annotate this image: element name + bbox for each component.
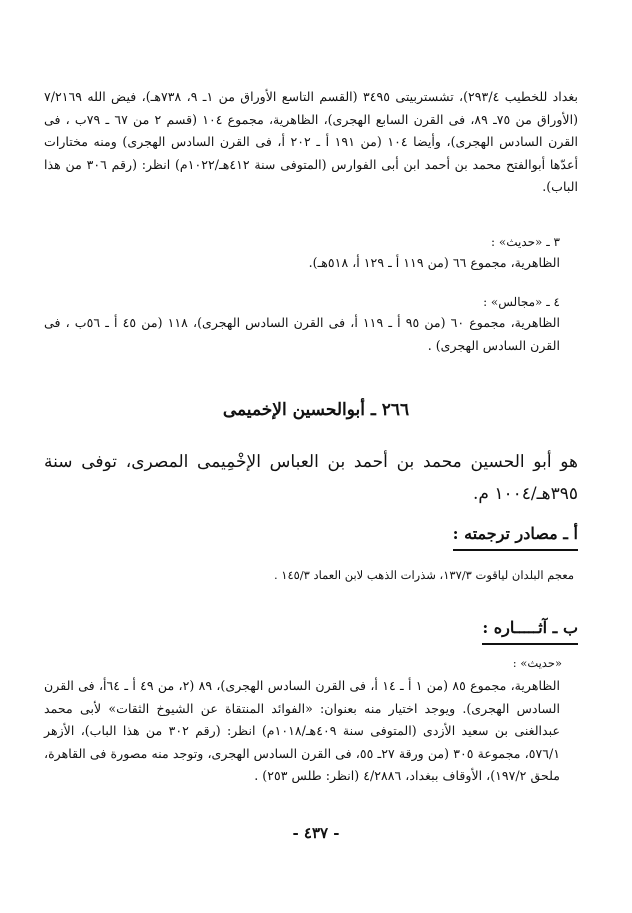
item-4-heading: ٤ ـ «مجالس» : bbox=[483, 295, 560, 309]
top-paragraph: بغداد للخطيب ٢٩٣/٤)، تشستربيتى ٣٤٩٥ (القسم التاسع الأوراق من ١ـ ٩، ٧٣٨هـ)، فيض الله ٧/٢١٦٩ (الأوراق من ٧٥ـ ٨٩، فى القرن السابع الهجرى)، الظاهرية، مجموع ١٠٤ (قسم ٢ من ٦٧ ـ ٧٩ب ، فى القرن السادس الهجرى)، وأيضا ١٠٤ (من ١٩١ أ ـ ٢٠٢ أ، فى القرن السادس الهجرى) ومنه مختارات أعدّها أبوالفتح محمد بن أحمد ابن أبى الفوارس (المتوفى سنة ٤١٢هـ/١٠٢٢م) انظر: (رقم ٣٠٦ من هذا الباب). bbox=[44, 89, 579, 194]
biography: هو أبو الحسين محمد بن أحمد بن العباس الإخْمِيمى المصرى، توفى سنة ٣٩٥هـ/١٠٠٤ م. bbox=[44, 452, 578, 504]
top-paragraph-block bbox=[44, 86, 578, 199]
item-3 bbox=[44, 232, 578, 275]
section-a-heading: أ ـ مصادر ترجمته : bbox=[453, 524, 578, 551]
item-4-body: الظاهرية، مجموع ٦٠ (من ٩٥ أ ـ ١١٩ أ، فى القرن السادس الهجرى)، ١١٨ (من ٤٥ أ ـ ٥٦ب ، فى القرن السادس الهجرى) . bbox=[44, 315, 560, 353]
entry-title: ٢٦٦ ـ أبوالحسين الإخميمى bbox=[222, 400, 410, 420]
section-b-heading: ب ـ آثـــــاره : bbox=[482, 618, 578, 645]
section-b-body: الظاهرية، مجموع ٨٥ (من ١ أ ـ ١٤ أ، فى القرن السادس الهجرى)، ٨٩ (٢، من ٤٩ أ ـ ٦٤أ، فى القرن السادس الهجرى). ويوجد اختيار منه بعنوان: «الفوائد المنتقاة عن الشيوخ الثقات» لأبى محمد عبدالغنى بن سعيد الأزدى (المتوفى سنة ٤٠٩هـ/١٠١٨م) انظر: (رقم ٣٠٢ من هذا الباب)، الأزهر ٥٧٦/١، مجموعة ٣٠٥ (من ورقة ٢٧ـ ٥٥، فى القرن السادس الهجرى، وتوجد منه مصورة فى القاهرة، ملحق ١٩٧/٢)، الأوقاف ببغداد، ٤/٢٨٨٦ (انظر: طلس ٢٥٣) . bbox=[44, 678, 561, 783]
item-3-heading: ٣ ـ «حديث» : bbox=[491, 235, 560, 249]
biography-block bbox=[44, 446, 578, 510]
section-a-body: معجم البلدان لياقوت ١٣٧/٣، شذرات الذهب لابن العماد ١٤٥/٣ . bbox=[273, 568, 574, 582]
item-4 bbox=[44, 292, 578, 357]
section-a bbox=[44, 524, 578, 585]
section-b-subheading: «حديث» : bbox=[512, 656, 562, 670]
item-3-body: الظاهرية، مجموع ٦٦ (من ١١٩ أ ـ ١٢٩ أ، ٥١٨هـ). bbox=[308, 255, 560, 270]
page-number: - ٤٣٧ - bbox=[292, 824, 340, 842]
section-b bbox=[44, 618, 578, 788]
